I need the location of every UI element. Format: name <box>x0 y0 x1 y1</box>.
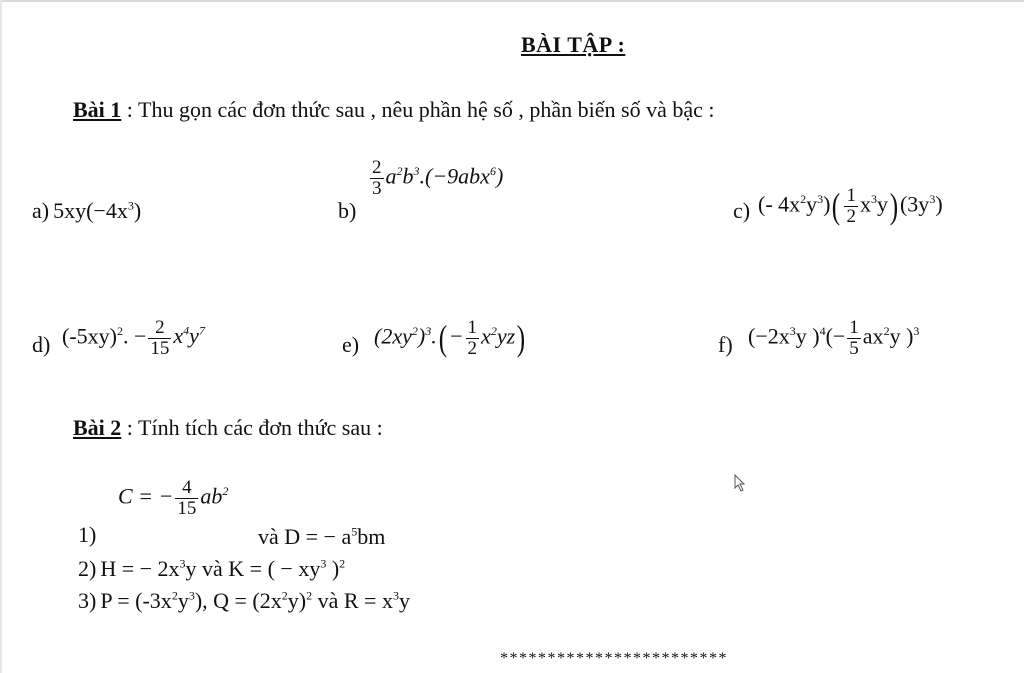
item-3 <box>78 588 410 614</box>
item-c-expression: (- $4x^2y^3$)( $\frac{1}{2}$ $x^3y)(3y^3)$ <box>758 185 943 227</box>
item-2-label: 2) <box>78 556 97 581</box>
bai1-text: : Thu gọn các đơn thức sau , nêu phần hệ số , phần biến số và bậc : <box>121 97 715 122</box>
item-e <box>342 332 359 358</box>
item-f-expression: ($-2x^3y$ )$^4$(− $\frac{1}{5}$ $ax^2y$ )$^3$ <box>748 317 920 359</box>
bai2-heading <box>73 415 383 441</box>
item-c-label: c) <box>733 198 751 223</box>
item-d-expression: $(-5xy)^2$. − $\frac{2}{15}$ $x^4y^7$ <box>62 317 205 359</box>
item-1-rest: và D = − $a^5bm$ <box>258 524 386 549</box>
item-3-label: 3) <box>78 588 97 613</box>
item-1-label: 1) <box>78 522 97 547</box>
bai2-label: Bài 2 <box>73 415 122 440</box>
item-d <box>32 332 50 358</box>
expr-c: C = − $\frac{4}{15}$ $ab^2$ <box>118 477 229 519</box>
item-c <box>733 198 750 224</box>
mouse-pointer-icon <box>734 474 748 492</box>
left-border <box>0 0 2 673</box>
item-e-label: e) <box>342 332 360 357</box>
bai1-heading <box>73 97 714 123</box>
bai2-text: : Tính tích các đơn thức sau : <box>121 415 383 440</box>
item-2 <box>78 556 345 582</box>
top-border <box>0 0 1024 2</box>
item-2-expression: H = − $2x^3y$ và K = ( − $xy^3$ )$^2$ <box>100 556 346 581</box>
page-title: BÀI TẬP : <box>521 32 626 57</box>
va-text: và <box>258 524 279 549</box>
item-a-label: a) <box>32 198 50 223</box>
item-f <box>718 332 733 358</box>
item-b-label: b) <box>338 198 357 223</box>
item-e-expression: $(2xy^2)^3.(-$ $\frac{1}{2}$ $x^2yz$) <box>374 317 526 359</box>
item-b-expression: $\frac{2}{3}$ $a^2b^3.(-9abx^6)$ <box>372 157 504 199</box>
item-a <box>32 198 141 224</box>
item-a-expression: $5xy(-4x^3)$ <box>53 198 142 223</box>
item-b <box>338 198 356 224</box>
item-d-label: d) <box>32 332 51 357</box>
separator-stars: ************************ <box>500 650 728 667</box>
item-f-label: f) <box>718 332 733 357</box>
bai1-label: Bài 1 <box>73 97 122 122</box>
item-3-expression: $P = (-3x^2y^3)$, $Q = (2x^2y)^2$ và $R = x^3y$ <box>100 588 410 613</box>
